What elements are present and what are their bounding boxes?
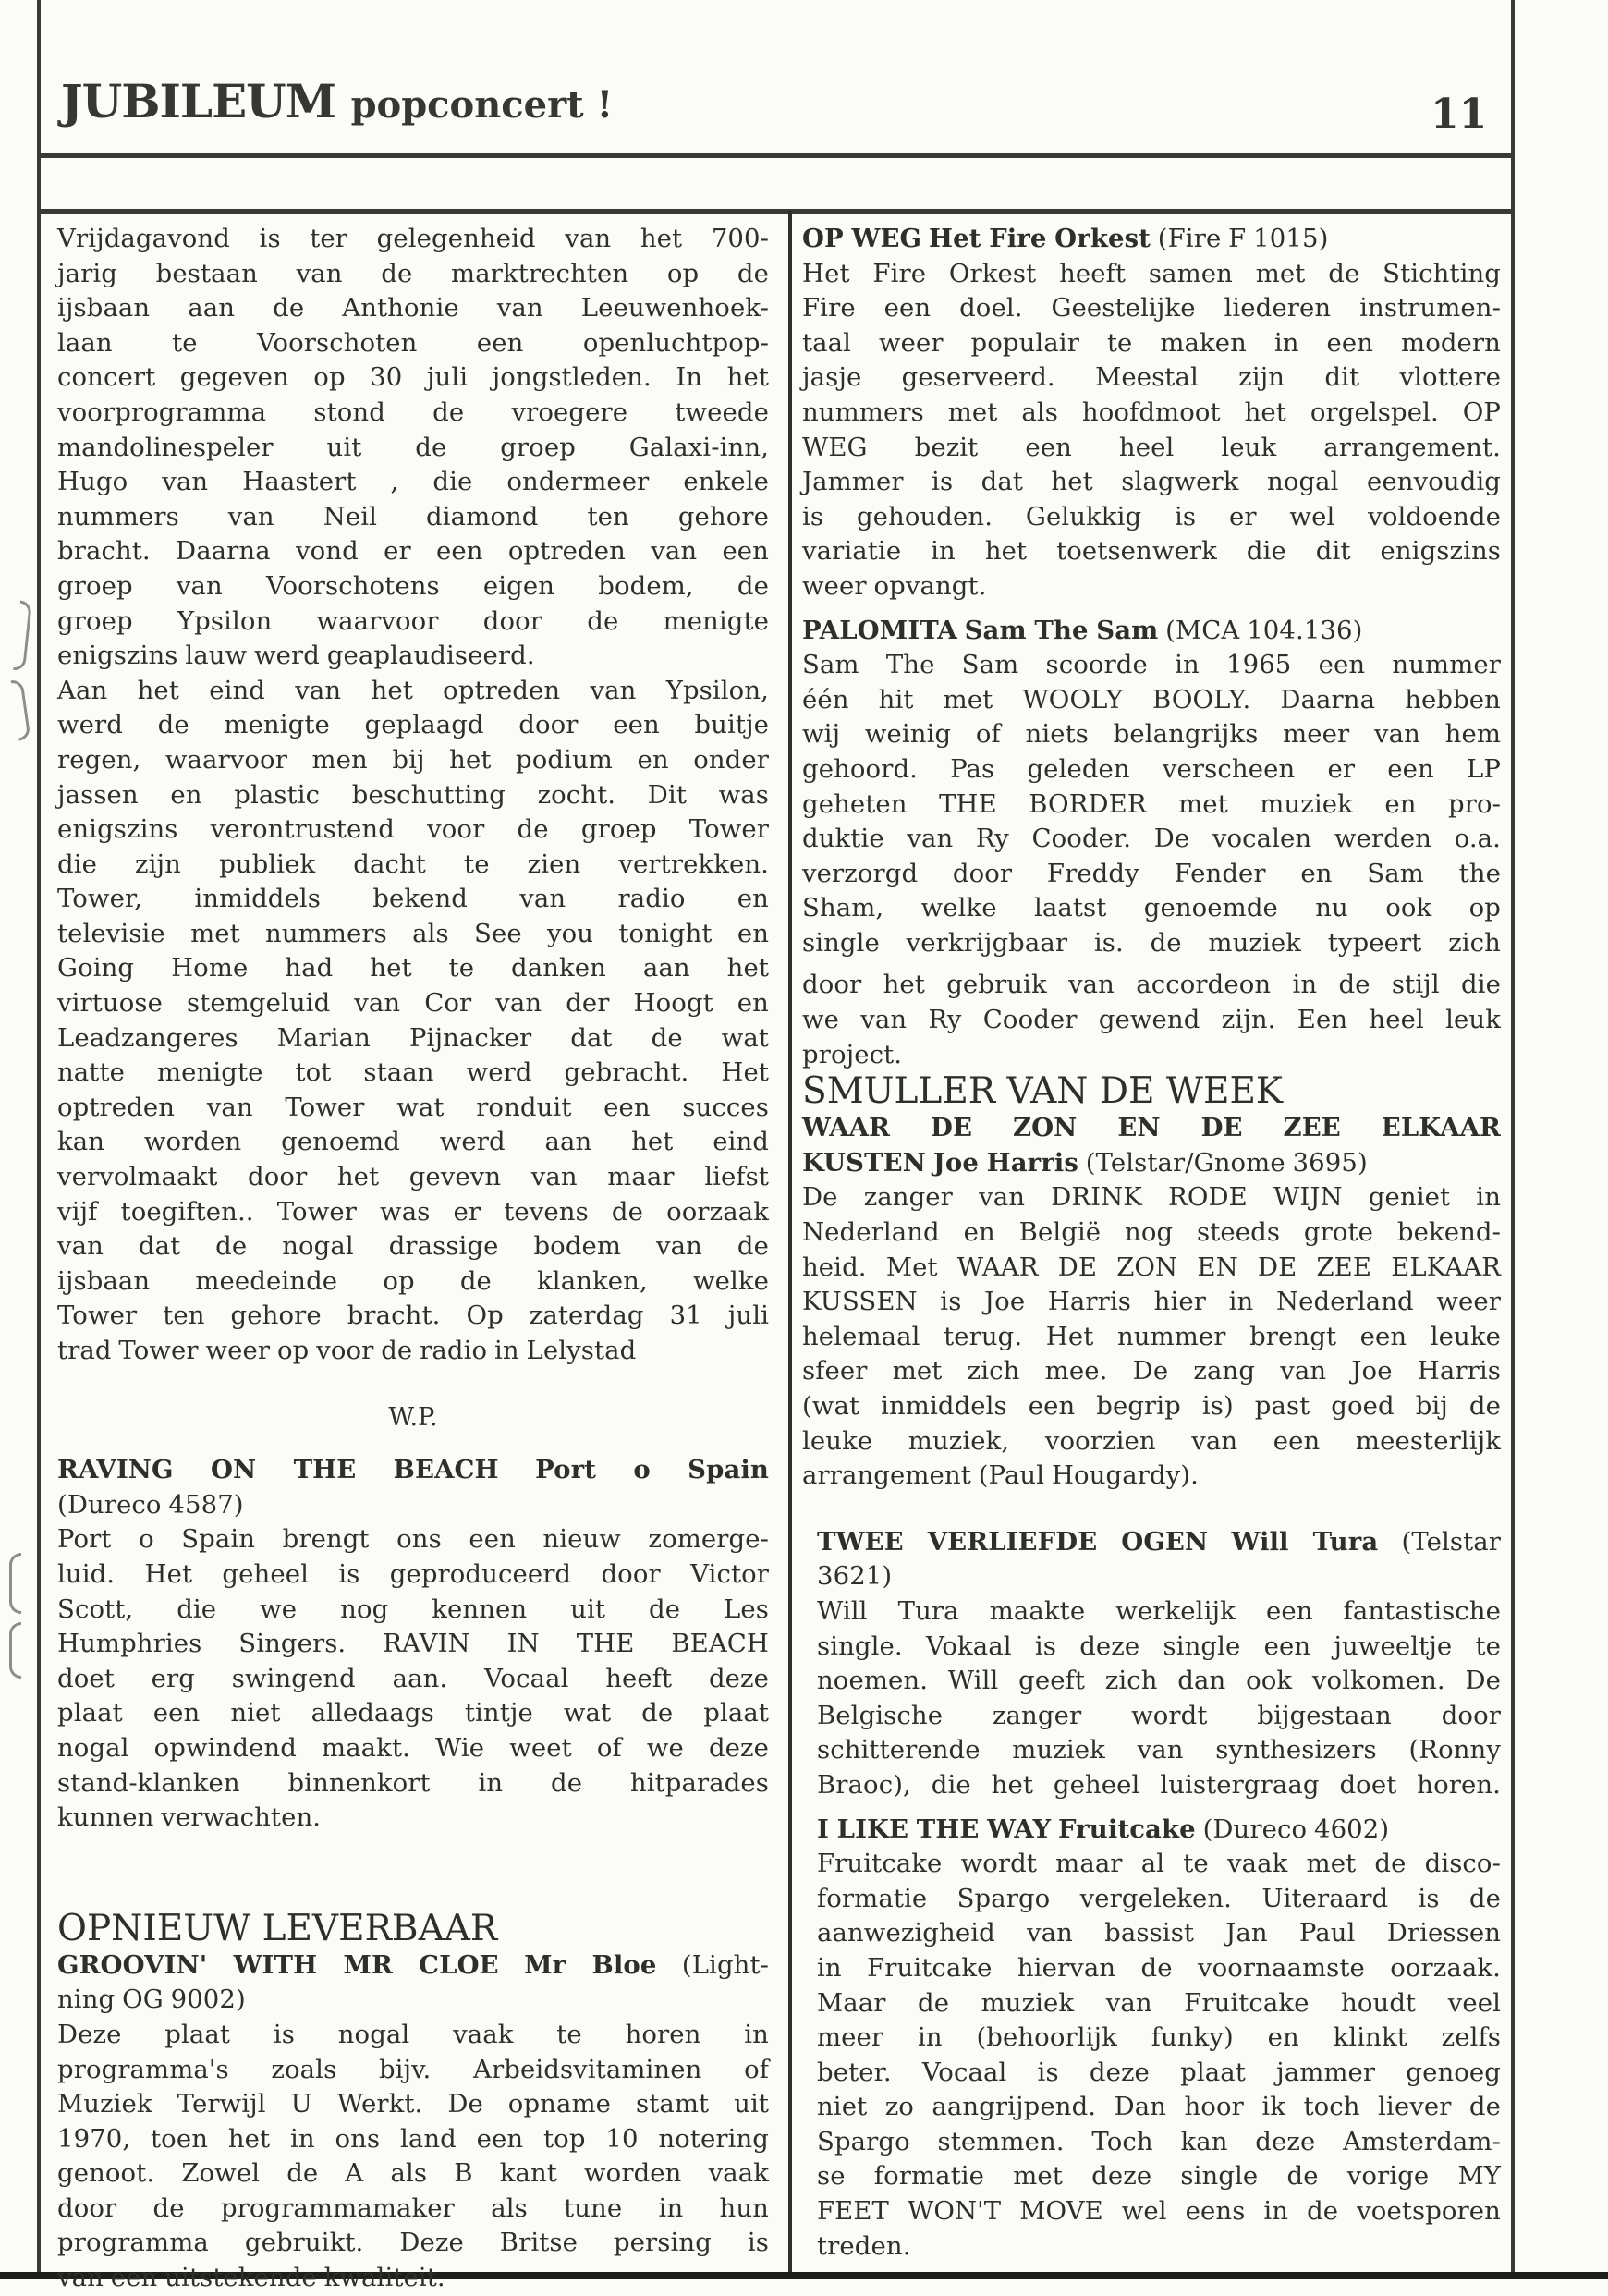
review-i-like-the-way <box>802 1813 1501 2265</box>
article-line: die zijn publiek dacht te zien vertrekken. <box>57 849 769 879</box>
article-line: groep van Voorschotens eigen bodem, de <box>57 570 769 601</box>
spacer <box>57 1836 769 1910</box>
binder-mark-icon <box>9 1553 21 1614</box>
review-artist: Fruitcake <box>1058 1814 1196 1844</box>
article-line: Hugo van Haastert , die ondermeer enkele <box>57 467 769 497</box>
review-op-weg <box>802 222 1501 605</box>
article-line: trad Tower weer op voor de radio in Lelystad <box>57 1336 637 1365</box>
review-line: nogal opwindend maakt. Wie weet of we deze <box>57 1732 769 1763</box>
left-column <box>57 222 769 2296</box>
review-line: is gehouden. Gelukkig is er wel voldoende <box>802 501 1501 531</box>
review-line: Will Tura maakte werkelijk een fantastische <box>817 1595 1501 1626</box>
spacer <box>802 1494 1501 1525</box>
review-line: wij weinig of niets belangrijks meer van hem <box>802 719 1501 750</box>
article-line: mandolinespeler uit de groep Galaxi-inn, <box>57 432 769 462</box>
review-line: kunnen verwachten. <box>57 1802 322 1833</box>
review-line: noemen. Will geeft zich dan ook volkomen. De <box>817 1666 1501 1696</box>
review-line: luid. Het geheel is geproduceerd door Victor <box>57 1558 769 1589</box>
article-line: natte menigte tot staan werd gebracht. Het <box>57 1057 769 1088</box>
review-line: Fruitcake wordt maar al te vaak met de disco- <box>817 1849 1501 1879</box>
review-title: WAAR DE ZON EN DE ZEE ELKAAR <box>802 1113 1501 1143</box>
article-line: regen, waarvoor men bij het podium en onder <box>57 744 769 775</box>
article-line: Tower, inmiddels bekend van radio en <box>57 884 769 914</box>
review-line: we van Ry Cooder gewend zijn. Een heel leuk <box>802 1005 1501 1035</box>
review-artist: Het Fire Orkest <box>928 224 1151 253</box>
review-title: KUSTEN <box>802 1147 926 1178</box>
review-line: Nederland en België nog steeds grote bekend- <box>802 1217 1501 1248</box>
review-line: taal weer populair te maken in een modern <box>802 327 1501 358</box>
review-line: Het Fire Orkest heeft samen met de Stichting <box>802 258 1501 288</box>
review-line: single verkrijgbaar is. de muziek typeert zich <box>802 927 1501 958</box>
review-line: verzorgd door Freddy Fender en Sam the <box>802 858 1501 888</box>
concert-article <box>57 222 769 1369</box>
review-label: (Dureco 4602) <box>1202 1814 1390 1844</box>
article-line: van dat de nogal drassige bodem van de <box>57 1231 769 1262</box>
article-line: bracht. Daarna vond er een optreden van een <box>57 536 769 567</box>
review-line: stand-klanken binnenkort in de hitparades <box>57 1767 769 1798</box>
review-line: arrangement (Paul Hougardy). <box>802 1460 1199 1491</box>
review-line: schitterende muziek van synthesizers (Ronny <box>817 1735 1501 1765</box>
review-line: plaat een niet alledaags tintje wat de plaat <box>57 1698 769 1728</box>
review-line: variatie in het toetsenwerk die dit enigszins <box>802 536 1501 567</box>
review-label: (Dureco 4587) <box>57 1489 244 1520</box>
review-title: RAVING ON THE BEACH <box>57 1455 499 1485</box>
page-title <box>61 74 613 133</box>
article-line: jassen en plastic beschutting zocht. Dit was <box>57 779 769 810</box>
review-line: Sam The Sam scoorde in 1965 een nummer <box>802 650 1501 680</box>
review-line: single. Vokaal is deze single een juweeltje te <box>817 1630 1501 1661</box>
review-line: jasje geserveerd. Meestal zijn dit vlottere <box>802 362 1501 393</box>
review-label: (Telstar <box>1401 1526 1502 1557</box>
article-line: jarig bestaan van de marktrechten op de <box>57 258 769 288</box>
page-frame-left-border <box>37 0 41 2272</box>
review-title: GROOVIN' WITH MR CLOE <box>57 1949 499 1980</box>
review-line: WEG bezit een heel leuk arrangement. <box>802 432 1501 462</box>
header-rule-bottom <box>37 209 1515 214</box>
article-line: ijsbaan aan de Anthonie van Leeuwenhoek- <box>57 293 769 324</box>
page-frame-right-border <box>1511 0 1515 2272</box>
review-line: van een uitstekende kwaliteit. <box>57 2263 445 2293</box>
review-line: KUSSEN is Joe Harris hier in Nederland weer <box>802 1287 1501 1317</box>
review-line: helemaal terug. Het nummer brengt een leuke <box>802 1321 1501 1351</box>
review-line: Muziek Terwijl U Werkt. De opname stamt uit <box>57 2089 769 2119</box>
review-label: (Telstar/Gnome 3695) <box>1085 1147 1368 1178</box>
review-artist: Port o Spain <box>535 1455 770 1485</box>
review-line: Port o Spain brengt ons een nieuw zomerge- <box>57 1524 769 1555</box>
review-line: door het gebruik van accordeon in de stijl die <box>802 970 1501 1000</box>
review-line: duktie van Ry Cooder. De vocalen werden o.a. <box>802 824 1501 854</box>
review-heading <box>817 1813 1501 1848</box>
review-line: nummers met als hoofdmoot het orgelspel. OP <box>802 397 1501 427</box>
binder-mark-icon <box>9 1622 21 1679</box>
article-signature: W.P. <box>388 1402 438 1432</box>
review-line: se formatie met deze single de vorige MY <box>817 2161 1501 2192</box>
review-line: heid. Met WAAR DE ZON EN DE ZEE ELKAAR <box>802 1252 1501 1282</box>
article-line: virtuose stemgeluid van Cor van der Hoogt en <box>57 988 769 1019</box>
review-heading <box>802 1146 1501 1181</box>
article-line: vervolmaakt door het gevevn van maar liefst <box>57 1162 769 1192</box>
article-line: werd de menigte geplaagd door een buitje <box>57 710 769 740</box>
article-line: concert gegeven op 30 juli jongstleden. In het <box>57 362 769 393</box>
review-artist: Joe Harris <box>932 1147 1078 1178</box>
article-line: Leadzangeres Marian Pijnacker dat de wat <box>57 1022 769 1053</box>
review-line: aanwezigheid van bassist Jan Paul Driessen <box>817 1918 1501 1948</box>
review-line: gehoord. Pas geleden verscheen er een LP <box>802 753 1501 784</box>
review-title: I LIKE THE WAY <box>817 1814 1052 1844</box>
article-line: enigszins verontrustend voor de groep Tower <box>57 814 769 845</box>
review-label: 3621) <box>817 1561 893 1592</box>
article-line: groep Ypsilon waarvoor door de menigte <box>57 605 769 636</box>
review-label: (MCA 104.136) <box>1165 615 1363 645</box>
page-number: 11 <box>1431 91 1488 138</box>
review-line: niet zo aangrijpend. Dan hoor ik toch liever de <box>817 2092 1501 2122</box>
review-line: één hit met WOOLY BOOLY. Daarna hebben <box>802 684 1501 714</box>
article-line: Aan het eind van het optreden van Ypsilon, <box>57 675 769 705</box>
review-heading <box>57 1453 769 1488</box>
review-line: geheten THE BORDER met muziek en pro- <box>802 788 1501 819</box>
review-line: FEET WON'T MOVE wel eens in de voetsporen <box>817 2196 1501 2227</box>
spacer <box>802 1803 1501 1813</box>
review-line: treden. <box>817 2230 911 2261</box>
spacer <box>802 605 1501 614</box>
review-line: 1970, toen het in ons land een top 10 notering <box>57 2123 769 2154</box>
review-heading <box>817 1525 1501 1560</box>
review-line: programma gebruikt. Deze Britse persing is <box>57 2228 769 2258</box>
review-line: doet erg swingend aan. Vocaal heeft deze <box>57 1663 769 1693</box>
review-line: Belgische zanger wordt bijgestaan door <box>817 1700 1501 1730</box>
review-line: beter. Vocaal is deze plaat jammer genoeg <box>817 2057 1501 2087</box>
review-label: (Light- <box>681 1949 770 1980</box>
review-line: Deze plaat is nogal vaak te horen in <box>57 2019 769 2049</box>
review-heading <box>57 1948 769 1984</box>
review-line: weer opvangt. <box>802 570 987 601</box>
review-twee-verliefde-ogen <box>802 1525 1501 1803</box>
article-line: vijf toegiften.. Tower was er tevens de oorzaak <box>57 1196 769 1227</box>
column-divider <box>788 211 792 2272</box>
page-title-bold: JUBILEUM <box>61 74 336 128</box>
right-column <box>802 222 1501 2264</box>
review-line: programma's zoals bijv. Arbeidsvitaminen of <box>57 2054 769 2084</box>
page-title-rest: popconcert ! <box>350 83 614 127</box>
review-waar-de-zon <box>802 1111 1501 1494</box>
review-line: Maar de muziek van Fruitcake houdt veel <box>817 1987 1501 2018</box>
review-line: door de programmamaker als tune in hun <box>57 2192 769 2223</box>
review-line: in Fruitcake hiervan de voornaamste oorzaak. <box>817 1952 1501 1983</box>
binder-mark-icon <box>13 601 32 672</box>
review-line: Sham, welke laatst genoemde nu ook op <box>802 893 1501 923</box>
review-raving-on-the-beach <box>57 1453 769 1836</box>
review-heading <box>802 614 1501 649</box>
review-line: (wat inmiddels een begrip is) past goed bij de <box>802 1391 1501 1421</box>
review-line: De zanger van DRINK RODE WIJN geniet in <box>802 1182 1501 1213</box>
section-heading-smuller-van-de-week: SMULLER VAN DE WEEK <box>802 1070 1284 1113</box>
review-label: (Fire F 1015) <box>1157 224 1329 253</box>
review-line: meer in (behoorlijk funky) en klinkt zelfs <box>817 2022 1501 2053</box>
review-line: Fire een doel. Geestelijke liederen instrumen- <box>802 293 1501 324</box>
review-line: sfeer met zich mee. De zang van Joe Harris <box>802 1356 1501 1386</box>
review-line: project. <box>802 1039 903 1069</box>
review-line: Spargo stemmen. Toch kan deze Amsterdam- <box>817 2126 1501 2156</box>
header-rule-top <box>37 153 1515 158</box>
article-line: televisie met nummers als See you tonight en <box>57 918 769 948</box>
review-line: Scott, die we nog kennen uit de Les <box>57 1594 769 1624</box>
review-title: OP WEG <box>802 224 922 253</box>
article-line: Vrijdagavond is ter gelegenheid van het 700- <box>57 224 769 253</box>
review-line: Braoc), die het geheel luistergraag doet horen. <box>817 1769 1501 1800</box>
review-heading <box>802 222 1501 257</box>
review-line: genoot. Zowel de A als B kant worden vaak <box>57 2158 769 2189</box>
review-line: Humphries Singers. RAVIN IN THE BEACH <box>57 1629 769 1659</box>
review-palomita <box>802 614 1501 1073</box>
section-heading-opnieuw-leverbaar: OPNIEUW LEVERBAAR <box>57 1907 498 1949</box>
review-line: formatie Spargo vergeleken. Uiteraard is de <box>817 1883 1501 1913</box>
article-line: laan te Voorschoten een openluchtpop- <box>57 327 769 358</box>
article-line: ijsbaan meedeinde op de klanken, welke <box>57 1265 769 1296</box>
binder-mark-icon <box>10 678 30 740</box>
review-title: TWEE VERLIEFDE OGEN <box>817 1526 1209 1557</box>
article-line: voorprogramma stond de vroegere tweede <box>57 397 769 427</box>
article-line: nummers van Neil diamond ten gehore <box>57 501 769 531</box>
article-line: kan worden genoemd werd aan het eind <box>57 1127 769 1157</box>
review-line: Jammer is dat het slagwerk nogal eenvoudig <box>802 467 1501 497</box>
review-line: leuke muziek, voorzien van een meesterlijk <box>802 1425 1501 1456</box>
review-artist: Will Tura <box>1231 1526 1379 1557</box>
article-line: optreden van Tower wat ronduit een succes <box>57 1092 769 1122</box>
article-line: Going Home had het te danken aan het <box>57 953 769 983</box>
review-label: ning OG 9002) <box>57 1985 246 2015</box>
article-line: Tower ten gehore bracht. Op zaterdag 31 juli <box>57 1301 769 1331</box>
review-title: PALOMITA <box>802 615 957 645</box>
review-artist: Sam The Sam <box>964 615 1159 645</box>
review-artist: Mr Bloe <box>524 1949 657 1980</box>
review-groovin-with-mr-cloe <box>57 1948 769 2296</box>
article-line: enigszins lauw werd geaplaudiseerd. <box>57 641 535 671</box>
